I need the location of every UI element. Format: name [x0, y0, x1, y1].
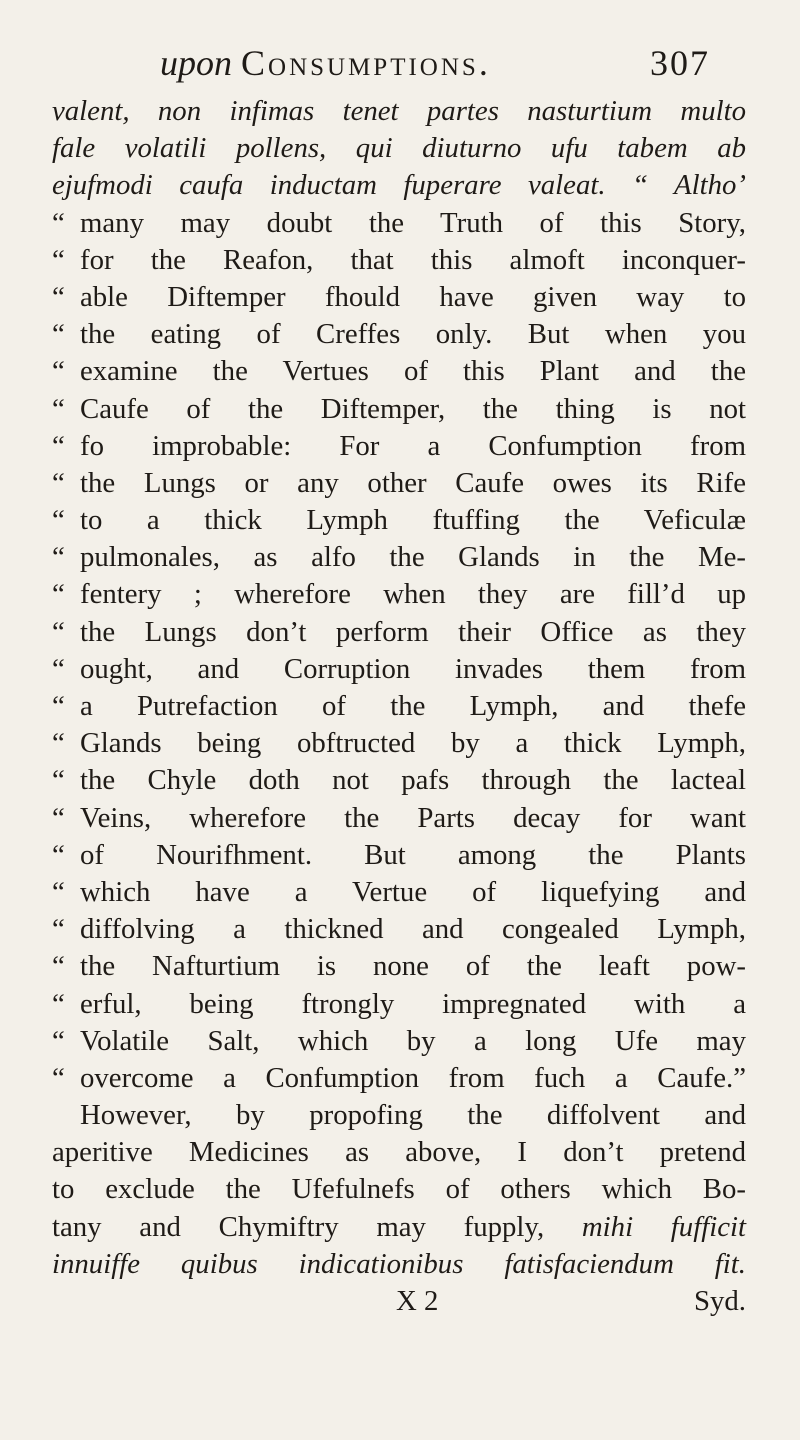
quote-mark: “: [52, 318, 65, 351]
running-head: [160, 38, 491, 88]
text-line: [52, 1097, 746, 1134]
text-line: [52, 688, 746, 725]
text-line: [52, 1023, 746, 1060]
text-line: [52, 279, 746, 316]
body-text: [52, 93, 746, 1320]
running-head-title: Consumptions.: [241, 43, 491, 83]
quote-mark: “: [52, 541, 65, 574]
line-text: the Chyle doth not pafs through the lacteal: [80, 764, 746, 797]
line-text: aperitive Medicines as above, I don’t pretend: [52, 1136, 746, 1169]
line-text: innuiffe quibus indicationibus fatisfaciendum fit.: [52, 1247, 746, 1280]
text-line: [52, 391, 746, 428]
text-line: [52, 130, 746, 167]
text-line: [52, 539, 746, 576]
line-text: for the Reafon, that this almoft inconquer-: [80, 243, 746, 276]
text-line: [52, 911, 746, 948]
quote-mark: “: [52, 615, 65, 648]
quote-mark: “: [52, 355, 65, 388]
text-line: [52, 651, 746, 688]
line-text: a Putrefaction of the Lymph, and thefe: [80, 690, 746, 722]
text-line: [52, 1171, 746, 1208]
line-text: diffolving a thickned and congealed Lymph,: [80, 913, 746, 946]
text-line: [52, 614, 746, 651]
line-text: Caufe of the Diftemper, the thing is not: [80, 392, 746, 425]
line-text: However, by propofing the diffolvent and: [80, 1099, 746, 1132]
catchword: Syd.: [693, 1285, 746, 1317]
quote-mark: “: [52, 727, 65, 760]
line-text: the Nafturtium is none of the leaft pow-: [80, 950, 746, 983]
text-line: [52, 725, 746, 762]
text-line: [52, 1209, 746, 1246]
line-text: to a thick Lymph ftuffing the Veficulæ: [80, 504, 746, 537]
quote-mark: “: [52, 801, 65, 834]
line-text: examine the Vertues of this Plant and the: [80, 355, 746, 388]
text-line: [52, 762, 746, 799]
text-line: [52, 837, 746, 874]
line-text: valent, non infimas tenet partes nasturtium multo: [52, 95, 746, 127]
line-text: of Nourifhment. But among the Plants: [80, 838, 746, 871]
line-text: tany and Chymiftry may fupply, mihi fufficit: [52, 1210, 746, 1243]
line-text: erful, being ftrongly impregnated with a: [80, 987, 746, 1020]
quote-mark: “: [52, 466, 65, 499]
line-text: to exclude the Ufefulnefs of others which Bo-: [52, 1173, 746, 1206]
text-line: [52, 874, 746, 911]
quote-mark: “: [52, 1024, 65, 1057]
quote-mark: “: [52, 987, 65, 1020]
text-line: [52, 948, 746, 985]
text-line: [52, 93, 746, 130]
line-text: fale volatili pollens, qui diuturno ufu tabem ab: [52, 132, 746, 165]
text-line: [52, 242, 746, 279]
quote-mark: “: [52, 206, 65, 239]
text-line: [52, 428, 746, 465]
quote-mark: “: [52, 1061, 65, 1094]
text-line: [52, 205, 746, 242]
text-line: [52, 316, 746, 353]
line-text: able Diftemper fhould have given way to: [80, 280, 746, 313]
line-text: many may doubt the Truth of this Story,: [80, 206, 746, 239]
line-text: ought, and Corruption invades them from: [80, 652, 746, 685]
quote-mark: “: [52, 950, 65, 983]
page-number: 307: [650, 43, 710, 83]
line-text: ejufmodi caufa inductam fuperare valeat. “ Altho’: [52, 169, 746, 202]
line-text: Glands being obftructed by a thick Lymph,: [80, 727, 746, 760]
quote-mark: “: [52, 652, 65, 685]
quote-mark: “: [52, 913, 65, 946]
line-text: Volatile Salt, which by a long Ufe may: [80, 1024, 746, 1057]
text-line: [52, 800, 746, 837]
text-line: [52, 986, 746, 1023]
quote-mark: “: [52, 838, 65, 871]
quote-mark: “: [52, 243, 65, 276]
text-line: [52, 353, 746, 390]
line-text: the Lungs don’t perform their Office as they: [80, 615, 746, 648]
text-line: [52, 1134, 746, 1171]
quote-mark: “: [52, 392, 65, 425]
signature-mark: X 2: [396, 1285, 439, 1317]
text-line: [52, 167, 746, 204]
footer-line: [52, 1283, 746, 1320]
quote-mark: “: [52, 875, 65, 908]
text-line: [52, 1060, 746, 1097]
quote-mark: “: [52, 578, 65, 611]
line-text: the Lungs or any other Caufe owes its Rife: [80, 466, 746, 499]
line-text: fo improbable: For a Confumption from: [80, 429, 746, 462]
text-line: [52, 576, 746, 613]
text-line: [52, 1246, 746, 1283]
quote-mark: “: [52, 429, 65, 462]
text-line: [52, 465, 746, 502]
quote-mark: “: [52, 280, 65, 313]
quote-mark: “: [52, 690, 65, 722]
line-text: pulmonales, as alfo the Glands in the Me-: [80, 541, 746, 574]
line-text: the eating of Creffes only. But when you: [80, 318, 746, 351]
quote-mark: “: [52, 504, 65, 537]
running-head-prefix: upon: [160, 43, 232, 83]
line-text: Veins, wherefore the Parts decay for want: [80, 801, 746, 834]
line-text: fentery ; wherefore when they are fill’d up: [80, 578, 746, 611]
page-header: [160, 38, 720, 88]
line-text: which have a Vertue of liquefying and: [80, 875, 746, 908]
text-line: [52, 502, 746, 539]
quote-mark: “: [52, 764, 65, 797]
line-text: overcome a Confumption from fuch a Caufe.”: [80, 1061, 746, 1094]
